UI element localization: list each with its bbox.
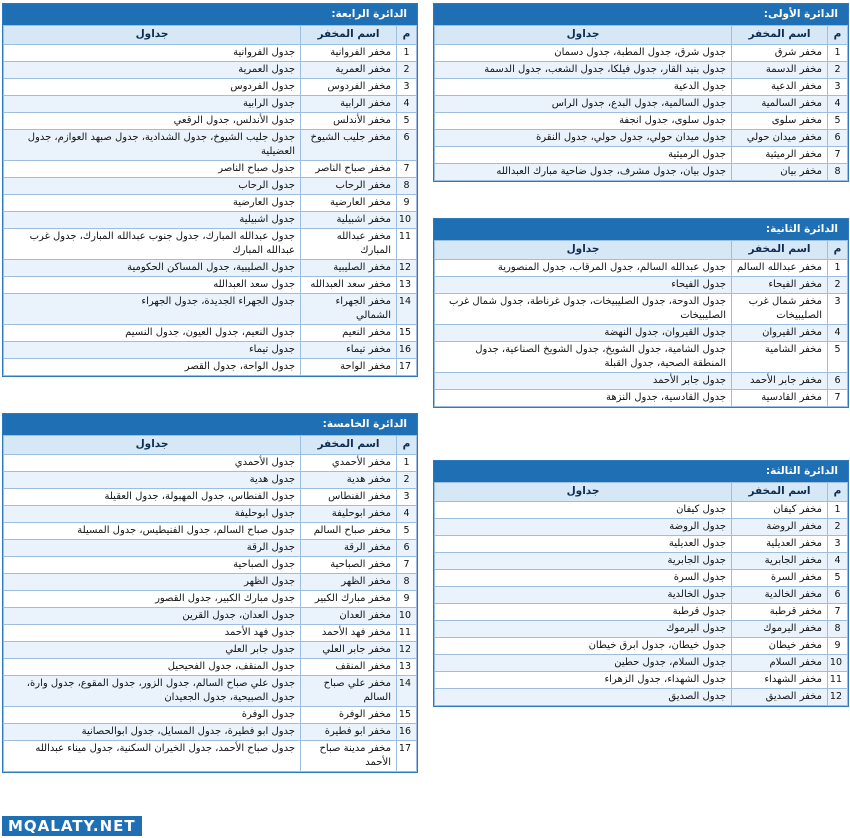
- schedule-list: جدول الفروانية: [4, 45, 301, 62]
- schedule-list: جدول شرق، جدول المطبة، جدول دسمان: [435, 45, 732, 62]
- schedule-list: جدول علي صباح السالم، جدول الزور، جدول المقوع، جدول وارة، جدول الصبيحية، جدول الجعيدان: [4, 676, 301, 707]
- row-number: 12: [828, 689, 848, 706]
- schedule-list: جدول ابوحليفة: [4, 506, 301, 523]
- circle-2-panel: [433, 218, 849, 408]
- row-number: 7: [828, 604, 848, 621]
- table-row: [435, 672, 848, 689]
- schedule-list: جدول الوفرة: [4, 707, 301, 724]
- table-row: [4, 294, 417, 325]
- schedule-list: جدول الدعية: [435, 79, 732, 96]
- table-row: [435, 45, 848, 62]
- row-number: 8: [828, 621, 848, 638]
- table-row: [4, 472, 417, 489]
- police-center-name: مخفر القادسية: [732, 390, 828, 407]
- table-row: [4, 591, 417, 608]
- schedule-list: جدول بيان، جدول مشرف، جدول ضاحية مبارك العبدالله: [435, 164, 732, 181]
- table-row: [435, 570, 848, 587]
- row-number: 6: [828, 373, 848, 390]
- police-center-name: مخفر شمال غرب الصليبيخات: [732, 294, 828, 325]
- row-number: 2: [828, 519, 848, 536]
- row-number: 1: [828, 260, 848, 277]
- row-number: 4: [828, 96, 848, 113]
- table-row: [435, 62, 848, 79]
- table-row: [4, 707, 417, 724]
- schedule-list: جدول صباح الأحمد، جدول الخيران السكنية، جدول ميناء عبدالله: [4, 741, 301, 772]
- schedule-list: جدول الجهراء الجديدة، جدول الجهراء: [4, 294, 301, 325]
- circle-5-title: الدائرة الخامسة:: [3, 414, 417, 435]
- row-number: 3: [828, 536, 848, 553]
- table-row: [4, 195, 417, 212]
- schedule-list: جدول السالمية، جدول البدع، جدول الراس: [435, 96, 732, 113]
- police-center-name: مخفر العارضية: [301, 195, 397, 212]
- table-row: [435, 325, 848, 342]
- police-center-name: مخفر صباح السالم: [301, 523, 397, 540]
- schedule-list: جدول الشهداء، جدول الزهراء: [435, 672, 732, 689]
- column-header-center: اسم المخفر: [301, 436, 397, 455]
- circle-3-title: الدائرة الثالثة:: [434, 461, 848, 482]
- column-header-center: اسم المخفر: [732, 483, 828, 502]
- police-center-name: مخفر الرابية: [301, 96, 397, 113]
- table-row: [4, 260, 417, 277]
- table-row: [435, 689, 848, 706]
- table-row: [435, 342, 848, 373]
- police-center-name: مخفر الرميثية: [732, 147, 828, 164]
- row-number: 1: [397, 45, 417, 62]
- table-row: [4, 724, 417, 741]
- row-number: 14: [397, 294, 417, 325]
- schedule-list: جدول فهد الأحمد: [4, 625, 301, 642]
- table-row: [4, 608, 417, 625]
- row-number: 11: [828, 672, 848, 689]
- schedule-list: جدول اليرموك: [435, 621, 732, 638]
- row-number: 12: [397, 260, 417, 277]
- police-center-name: مخفر السرة: [732, 570, 828, 587]
- police-center-name: مخفر بيان: [732, 164, 828, 181]
- police-center-name: مخفر القيروان: [732, 325, 828, 342]
- schedule-list: جدول السلام، جدول حطين: [435, 655, 732, 672]
- table-row: [435, 519, 848, 536]
- row-number: 2: [828, 62, 848, 79]
- schedule-list: جدول خيطان، جدول ابرق خيطان: [435, 638, 732, 655]
- schedule-list: جدول بنيد القار، جدول فيلكا، جدول الشعب، جدول الدسمة: [435, 62, 732, 79]
- table-row: [4, 277, 417, 294]
- schedule-list: جدول عبدالله السالم، جدول المرقاب، جدول المنصورية: [435, 260, 732, 277]
- row-number: 1: [828, 502, 848, 519]
- schedule-list: جدول مبارك الكبير، جدول القصور: [4, 591, 301, 608]
- table-row: [435, 277, 848, 294]
- police-center-name: مخفر ابوحليفة: [301, 506, 397, 523]
- schedule-list: جدول النعيم، جدول العيون، جدول النسيم: [4, 325, 301, 342]
- row-number: 4: [828, 553, 848, 570]
- police-center-name: مخفر الصباحية: [301, 557, 397, 574]
- schedule-list: جدول الخالدية: [435, 587, 732, 604]
- row-number: 7: [397, 161, 417, 178]
- column-header-center: اسم المخفر: [301, 26, 397, 45]
- table-row: [435, 604, 848, 621]
- schedule-list: جدول عبدالله المبارك، جدول جنوب عبدالله المبارك، جدول غرب عبدالله المبارك: [4, 229, 301, 260]
- police-center-name: مخفر اشبيلية: [301, 212, 397, 229]
- circle-3-panel: [433, 460, 849, 707]
- police-center-name: مخفر العدان: [301, 608, 397, 625]
- police-center-name: مخفر الظهر: [301, 574, 397, 591]
- column-header-schedules: جداول: [435, 483, 732, 502]
- column-header-number: م: [397, 436, 417, 455]
- police-center-name: مخفر الواحة: [301, 359, 397, 376]
- table-row: [435, 587, 848, 604]
- circle-4-table: [3, 25, 417, 376]
- circle-5-panel: [2, 413, 418, 773]
- table-row: [435, 621, 848, 638]
- table-row: [4, 642, 417, 659]
- police-center-name: مخفر الروضة: [732, 519, 828, 536]
- schedule-list: جدول تيماء: [4, 342, 301, 359]
- schedule-list: جدول صباح السالم، جدول الفنيطيس، جدول المسيلة: [4, 523, 301, 540]
- table-row: [4, 676, 417, 707]
- schedule-list: جدول الرابية: [4, 96, 301, 113]
- schedule-list: جدول الروضة: [435, 519, 732, 536]
- police-center-name: مخفر النعيم: [301, 325, 397, 342]
- column-header-center: اسم المخفر: [732, 241, 828, 260]
- table-row: [4, 178, 417, 195]
- table-row: [4, 506, 417, 523]
- row-number: 5: [397, 113, 417, 130]
- row-number: 3: [397, 79, 417, 96]
- police-center-name: مخفر الفردوس: [301, 79, 397, 96]
- police-center-name: مخفر الفيحاء: [732, 277, 828, 294]
- police-center-name: مخفر جليب الشيوخ: [301, 130, 397, 161]
- police-center-name: مخفر اليرموك: [732, 621, 828, 638]
- police-center-name: مخفر مدينة صباح الأحمد: [301, 741, 397, 772]
- circle-4-title: الدائرة الرابعة:: [3, 4, 417, 25]
- schedule-list: جدول الرميثية: [435, 147, 732, 164]
- police-center-name: مخفر الفنطاس: [301, 489, 397, 506]
- police-center-name: مخفر الشامية: [732, 342, 828, 373]
- row-number: 1: [828, 45, 848, 62]
- schedule-list: جدول الفنطاس، جدول المهبولة، جدول العقيلة: [4, 489, 301, 506]
- circle-3-table: [434, 482, 848, 706]
- site-watermark: MQALATY.NET: [2, 816, 142, 836]
- police-center-name: مخفر فهد الأحمد: [301, 625, 397, 642]
- column-header-schedules: جداول: [435, 26, 732, 45]
- police-center-name: مخفر السالمية: [732, 96, 828, 113]
- row-number: 7: [397, 557, 417, 574]
- schedule-list: جدول الأحمدي: [4, 455, 301, 472]
- column-header-schedules: جداول: [435, 241, 732, 260]
- circle-1-panel: [433, 3, 849, 182]
- row-number: 11: [397, 625, 417, 642]
- police-center-name: مخفر الأندلس: [301, 113, 397, 130]
- police-center-name: مخفر عبدالله المبارك: [301, 229, 397, 260]
- table-row: [4, 625, 417, 642]
- column-header-number: م: [828, 241, 848, 260]
- schedule-list: جدول جابر الأحمد: [435, 373, 732, 390]
- police-center-name: مخفر الجهراء الشمالي: [301, 294, 397, 325]
- schedule-list: جدول العدان، جدول القرين: [4, 608, 301, 625]
- row-number: 8: [828, 164, 848, 181]
- row-number: 10: [828, 655, 848, 672]
- row-number: 6: [397, 130, 417, 161]
- police-center-name: مخفر قرطبة: [732, 604, 828, 621]
- table-row: [435, 638, 848, 655]
- schedule-list: جدول الدوحة، جدول الصليبيخات، جدول غرناطة، جدول شمال غرب الصليبيخات: [435, 294, 732, 325]
- police-center-name: مخفر العمرية: [301, 62, 397, 79]
- police-center-name: مخفر سعد العبدالله: [301, 277, 397, 294]
- schedule-list: جدول العارضية: [4, 195, 301, 212]
- row-number: 13: [397, 659, 417, 676]
- police-center-name: مخفر العديلية: [732, 536, 828, 553]
- table-row: [435, 96, 848, 113]
- police-center-name: مخفر الفروانية: [301, 45, 397, 62]
- circle-4-panel: [2, 3, 418, 377]
- schedule-list: جدول الظهر: [4, 574, 301, 591]
- row-number: 13: [397, 277, 417, 294]
- schedule-list: جدول العديلية: [435, 536, 732, 553]
- table-row: [435, 164, 848, 181]
- row-number: 9: [397, 195, 417, 212]
- row-number: 14: [397, 676, 417, 707]
- table-row: [4, 359, 417, 376]
- schedule-list: جدول المنقف، جدول الفحيحيل: [4, 659, 301, 676]
- row-number: 9: [397, 591, 417, 608]
- schedule-list: جدول قرطبة: [435, 604, 732, 621]
- circle-1-table: [434, 25, 848, 181]
- police-center-name: مخفر علي صباح السالم: [301, 676, 397, 707]
- table-row: [4, 574, 417, 591]
- table-row: [4, 161, 417, 178]
- police-center-name: مخفر الأحمدي: [301, 455, 397, 472]
- row-number: 4: [828, 325, 848, 342]
- row-number: 2: [397, 62, 417, 79]
- table-row: [4, 113, 417, 130]
- schedule-list: جدول الشامية، جدول الشويخ، جدول الشويخ الصناعية، جدول المنطقة الصحية، جدول القبلة: [435, 342, 732, 373]
- table-row: [435, 502, 848, 519]
- schedule-list: جدول جابر العلي: [4, 642, 301, 659]
- schedule-list: جدول الرحاب: [4, 178, 301, 195]
- schedule-list: جدول اشبيلية: [4, 212, 301, 229]
- circle-1-title: الدائرة الأولى:: [434, 4, 848, 25]
- police-center-name: مخفر سلوى: [732, 113, 828, 130]
- police-center-name: مخفر الخالدية: [732, 587, 828, 604]
- table-row: [4, 557, 417, 574]
- column-header-schedules: جداول: [4, 26, 301, 45]
- table-row: [435, 655, 848, 672]
- schedule-list: جدول القادسية، جدول النزهة: [435, 390, 732, 407]
- schedule-list: جدول سلوى، جدول انجفة: [435, 113, 732, 130]
- police-center-name: مخفر خيطان: [732, 638, 828, 655]
- schedule-list: جدول الفيحاء: [435, 277, 732, 294]
- police-center-name: مخفر تيماء: [301, 342, 397, 359]
- police-center-name: مخفر هدية: [301, 472, 397, 489]
- row-number: 1: [397, 455, 417, 472]
- column-header-center: اسم المخفر: [732, 26, 828, 45]
- row-number: 5: [828, 113, 848, 130]
- table-row: [4, 325, 417, 342]
- police-center-name: مخفر الدعية: [732, 79, 828, 96]
- row-number: 2: [828, 277, 848, 294]
- row-number: 3: [828, 79, 848, 96]
- schedule-list: جدول صباح الناصر: [4, 161, 301, 178]
- table-row: [435, 294, 848, 325]
- schedule-list: جدول السرة: [435, 570, 732, 587]
- row-number: 7: [828, 390, 848, 407]
- schedule-list: جدول الرقة: [4, 540, 301, 557]
- police-center-name: مخفر ميدان حولي: [732, 130, 828, 147]
- circle-5-table: [3, 435, 417, 772]
- table-row: [4, 741, 417, 772]
- police-center-name: مخفر الوفرة: [301, 707, 397, 724]
- row-number: 8: [397, 574, 417, 591]
- row-number: 10: [397, 608, 417, 625]
- table-row: [4, 212, 417, 229]
- table-row: [4, 342, 417, 359]
- table-row: [435, 536, 848, 553]
- row-number: 3: [397, 489, 417, 506]
- police-center-name: مخفر الصليبية: [301, 260, 397, 277]
- table-row: [4, 540, 417, 557]
- table-row: [435, 113, 848, 130]
- police-center-name: مخفر الدسمة: [732, 62, 828, 79]
- table-row: [435, 130, 848, 147]
- police-center-name: مخفر شرق: [732, 45, 828, 62]
- schedule-list: جدول القيروان، جدول النهضة: [435, 325, 732, 342]
- table-row: [435, 553, 848, 570]
- police-center-name: مخفر كيفان: [732, 502, 828, 519]
- row-number: 15: [397, 325, 417, 342]
- police-center-name: مخفر مبارك الكبير: [301, 591, 397, 608]
- row-number: 7: [828, 147, 848, 164]
- police-center-name: مخفر صباح الناصر: [301, 161, 397, 178]
- schedule-list: جدول الأندلس، جدول الرقعي: [4, 113, 301, 130]
- row-number: 4: [397, 96, 417, 113]
- schedule-list: جدول جليب الشيوخ، جدول الشدادية، جدول صبهد العوازم، جدول العضيلية: [4, 130, 301, 161]
- row-number: 16: [397, 724, 417, 741]
- row-number: 6: [828, 130, 848, 147]
- police-center-name: مخفر عبدالله السالم: [732, 260, 828, 277]
- table-row: [4, 455, 417, 472]
- table-row: [4, 130, 417, 161]
- schedule-list: جدول ابو فطيرة، جدول المسايل، جدول ابوالحصانية: [4, 724, 301, 741]
- row-number: 8: [397, 178, 417, 195]
- row-number: 2: [397, 472, 417, 489]
- row-number: 5: [397, 523, 417, 540]
- table-row: [4, 523, 417, 540]
- table-row: [4, 79, 417, 96]
- table-row: [4, 62, 417, 79]
- schedule-list: جدول الجابرية: [435, 553, 732, 570]
- row-number: 6: [397, 540, 417, 557]
- schedule-list: جدول الصباحية: [4, 557, 301, 574]
- police-center-name: مخفر ابو فطيرة: [301, 724, 397, 741]
- column-header-number: م: [828, 26, 848, 45]
- police-center-name: مخفر السلام: [732, 655, 828, 672]
- table-row: [435, 373, 848, 390]
- schedule-list: جدول الواحة، جدول القصر: [4, 359, 301, 376]
- row-number: 17: [397, 741, 417, 772]
- table-row: [4, 96, 417, 113]
- circle-2-table: [434, 240, 848, 407]
- table-row: [4, 229, 417, 260]
- police-center-name: مخفر المنقف: [301, 659, 397, 676]
- table-row: [435, 260, 848, 277]
- row-number: 16: [397, 342, 417, 359]
- schedule-list: جدول الصليبية، جدول المساكن الحكومية: [4, 260, 301, 277]
- table-row: [435, 390, 848, 407]
- row-number: 4: [397, 506, 417, 523]
- police-center-name: مخفر جابر الأحمد: [732, 373, 828, 390]
- row-number: 9: [828, 638, 848, 655]
- schedule-list: جدول الصديق: [435, 689, 732, 706]
- row-number: 15: [397, 707, 417, 724]
- police-center-name: مخفر الجابرية: [732, 553, 828, 570]
- table-row: [4, 45, 417, 62]
- police-center-name: مخفر الرحاب: [301, 178, 397, 195]
- row-number: 17: [397, 359, 417, 376]
- table-row: [435, 79, 848, 96]
- police-center-name: مخفر جابر العلي: [301, 642, 397, 659]
- column-header-schedules: جداول: [4, 436, 301, 455]
- schedule-list: جدول كيفان: [435, 502, 732, 519]
- schedule-list: جدول الفردوس: [4, 79, 301, 96]
- schedule-list: جدول هدية: [4, 472, 301, 489]
- row-number: 6: [828, 587, 848, 604]
- row-number: 5: [828, 570, 848, 587]
- schedule-list: جدول العمرية: [4, 62, 301, 79]
- police-center-name: مخفر الصديق: [732, 689, 828, 706]
- row-number: 11: [397, 229, 417, 260]
- police-center-name: مخفر الشهداء: [732, 672, 828, 689]
- row-number: 3: [828, 294, 848, 325]
- schedule-list: جدول سعد العبدالله: [4, 277, 301, 294]
- schedule-list: جدول ميدان حولي، جدول حولي، جدول النقرة: [435, 130, 732, 147]
- row-number: 5: [828, 342, 848, 373]
- table-row: [435, 147, 848, 164]
- table-row: [4, 659, 417, 676]
- table-row: [4, 489, 417, 506]
- police-center-name: مخفر الرقة: [301, 540, 397, 557]
- column-header-number: م: [828, 483, 848, 502]
- row-number: 10: [397, 212, 417, 229]
- column-header-number: م: [397, 26, 417, 45]
- row-number: 12: [397, 642, 417, 659]
- circle-2-title: الدائرة الثانية:: [434, 219, 848, 240]
